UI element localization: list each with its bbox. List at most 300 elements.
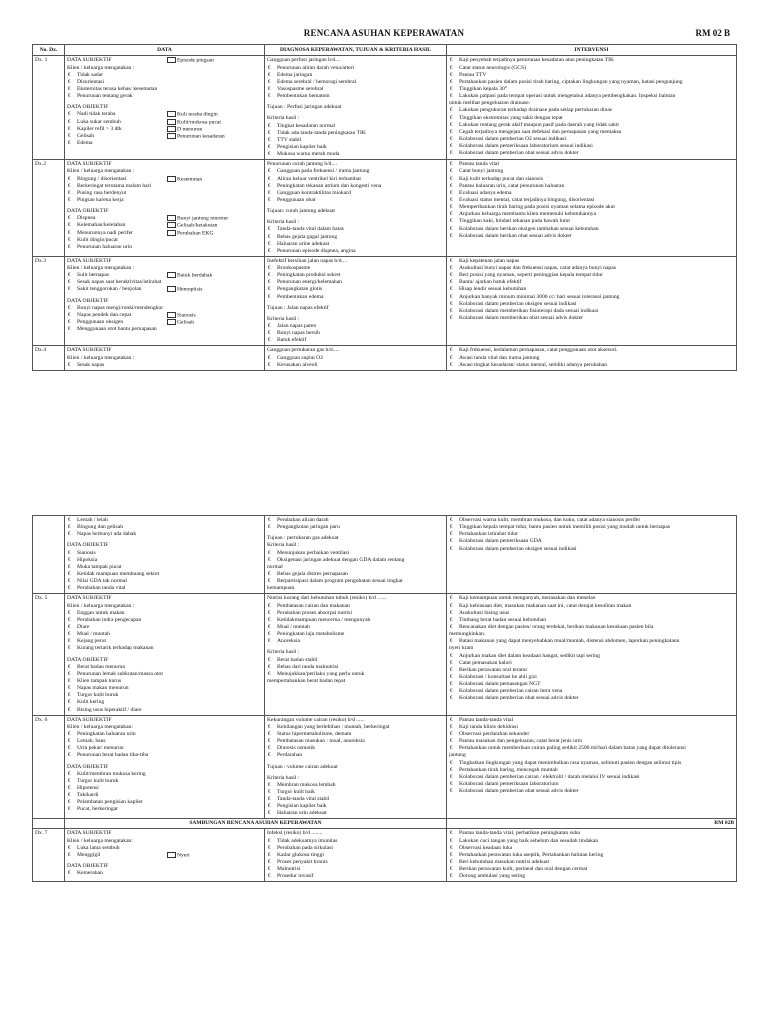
cell-text: Auskultasi bising usus <box>459 609 510 616</box>
checkbox-icon <box>167 319 176 325</box>
cell-text: Evaluasi adanya edema <box>459 189 512 196</box>
cell-text: Bising usus hiperaktif / diare <box>77 706 142 713</box>
checkbox-label: Nyeri <box>177 852 190 859</box>
cell-line <box>67 531 262 538</box>
cell-text: Berat badan stabil <box>277 656 318 663</box>
cell-text: Napas makan menurun <box>77 685 129 692</box>
table-row <box>33 829 737 882</box>
cell-line <box>267 337 444 344</box>
checkbox-icon <box>167 57 176 63</box>
cell-text: Sakit tenggorokan / benjolan <box>77 286 142 293</box>
cell-text: Menggigil <box>77 851 101 858</box>
cell-text: Pertahankan pasien dalam posisi tirah baring, ciptakan lingkungan yang nyaman, batasi pengunjung <box>459 78 683 85</box>
column-header-intervensi: INTERVENSI <box>447 45 737 56</box>
cell-line <box>267 724 444 731</box>
cell-line <box>267 208 444 215</box>
cell-text: DATA OBJEKTIF <box>67 656 109 663</box>
cell-line <box>449 197 734 204</box>
dx-number: Dx. 5 <box>33 594 65 715</box>
cell-text: Kriteria hasil : <box>267 219 300 226</box>
cell-text: Berkeringat terutama malam hari <box>77 182 152 189</box>
table-row <box>33 256 737 346</box>
dx-number <box>33 516 65 594</box>
cell-text: Pantau tanda-tanda vital, perhatikan peningkatan suhu <box>459 830 581 837</box>
cell-text: Kulit dingin/pucat <box>77 236 118 243</box>
cell-text: Tinggikan kepala 30° <box>459 85 508 92</box>
cell-line <box>449 688 734 695</box>
cell-line <box>267 248 444 255</box>
cell-text: Klien / keluarga mengatakan : <box>67 64 135 71</box>
dx-number: Dx. 7 <box>33 829 65 882</box>
cell-line <box>67 764 262 771</box>
cell-text: Tujuan : Jalan napas efektif <box>267 304 329 311</box>
cell-text: Dorong ambulasi yang sering <box>459 873 526 880</box>
cell-line <box>267 279 444 286</box>
cell-text: Klien / keluarga mengatakan: <box>67 723 133 730</box>
cell-line <box>267 638 444 645</box>
cell-text: Sianosis <box>77 549 96 556</box>
checkbox-item <box>167 133 225 140</box>
checkbox-label: Kesemutan <box>177 175 203 182</box>
cell-line <box>267 316 444 323</box>
cell-text: Kriteria hasil : <box>267 115 300 122</box>
cell-text: Penurunan lemak subkutan/massa otot <box>77 670 163 677</box>
cell-text: Kolaborasi dalam pemberian cairan lntra vena <box>459 688 563 695</box>
cell-text: Kaji kebiasaan diet, masukan makanan saat ini, catat derajat kesulitan makan <box>459 602 632 609</box>
cell-text: Tujuan: curah jantung adekuat <box>267 208 335 215</box>
cell-line <box>67 215 262 222</box>
cell-text: Penurunan haluaran urin <box>77 243 132 250</box>
table-row <box>33 516 737 594</box>
cell-text: Gelisah <box>77 132 95 139</box>
cell-line <box>67 585 262 592</box>
cell-line <box>267 241 444 248</box>
cell-line <box>67 279 262 286</box>
cell-text: Kolaborasi dalam pemeriksaan laboratorium sesuai indikasi <box>459 143 593 150</box>
cell-text: Napas pendek dan cepat <box>77 311 132 318</box>
cell-line <box>67 161 262 168</box>
cell-line <box>449 233 734 240</box>
intervention-cell <box>447 160 737 257</box>
data-cell <box>65 346 265 370</box>
cell-text: Klien / keluarga mengatakan: <box>67 837 133 844</box>
cell-line <box>449 100 734 107</box>
cell-text: Kolaborasi dalam memberikan obat sesuai advis dokter <box>459 315 583 322</box>
cell-line <box>449 645 734 652</box>
cell-text: Kriteria hasil : <box>267 315 300 322</box>
cell-line <box>267 803 444 810</box>
cell-text: Napas berbunyi ada dahak <box>77 531 137 538</box>
cell-text: Klien / keluarga mengatakan : <box>67 602 135 609</box>
cell-line <box>267 717 444 724</box>
cell-text: Tidak ada tanda-tanda peningkatan TIK <box>277 129 366 136</box>
cell-line <box>449 294 734 301</box>
cell-text: memungkinkan. <box>449 631 486 638</box>
cell-text: Pembatasan cairan dan makanan <box>277 602 350 609</box>
intervention-cell <box>447 829 737 882</box>
cell-line <box>449 136 734 143</box>
cell-text: Aliran keluar ventrikel kiri terhambat <box>277 175 361 182</box>
cell-text: Penurunan energi/kelemahan <box>277 279 342 286</box>
cell-text: Awasi tanda vital dan irama jantung <box>459 354 540 361</box>
cell-line <box>449 57 734 64</box>
cell-text: DATA SUBJEKTIF <box>67 347 112 354</box>
cell-line <box>267 550 444 557</box>
cell-text: Tidak adekuatnya imunitas <box>277 837 338 844</box>
cell-line <box>267 664 444 671</box>
cell-text: Memperthankan tirah baring pada posisi nyaman selama episode akut <box>459 204 615 211</box>
cell-text: Penggunaan oksigen <box>77 319 124 326</box>
cell-line <box>267 752 444 759</box>
cell-line <box>267 286 444 293</box>
data-cell <box>65 594 265 715</box>
intervention-cell <box>447 594 737 715</box>
checkbox-label: D menurun <box>177 125 203 132</box>
cell-text: Nutrisi kurang dari kebutuhan tubuh (resiko) b/d ....... <box>267 595 387 602</box>
checkbox-item <box>167 215 228 222</box>
cell-text: kemampuan <box>267 585 295 592</box>
cell-line <box>267 190 444 197</box>
table-row <box>33 715 737 819</box>
cell-text: Catat bunyi jantung <box>459 168 504 175</box>
cell-line <box>449 667 734 674</box>
cell-line <box>67 852 262 859</box>
cell-line <box>449 866 734 873</box>
cell-line <box>67 557 262 564</box>
cell-text: Tinggikan ekstremitas yang sakit dengan tepat <box>459 114 563 121</box>
cell-line <box>449 218 734 225</box>
cell-text: Nilai GDA tak normal <box>77 578 127 585</box>
column-header-diagnosa: DIAGNOSA KEPERAWATAN, TUJUAN & KRITERIA HASIL <box>265 45 447 56</box>
care-plan-table-continued <box>32 515 737 882</box>
cell-line <box>67 685 262 692</box>
cell-line <box>67 830 262 837</box>
diagnosis-cell <box>265 715 447 819</box>
cell-text: Pantau tanda-tanda vital <box>459 716 514 723</box>
cell-line <box>267 866 444 873</box>
cell-text: Urin pekat/ menurun <box>77 745 124 752</box>
cell-text: Infeksi (resiko) b/d ........ <box>267 830 323 837</box>
cell-text: Pantau tanda vital <box>459 161 500 168</box>
cell-line <box>67 93 262 100</box>
cell-text: Kolaborasi dalam pemberian O2 sesuai indikasi <box>459 135 567 142</box>
cell-line <box>449 546 734 553</box>
cell-text: Turgor kulit baik <box>277 788 315 795</box>
cell-line <box>67 517 262 524</box>
checkbox-item <box>167 312 196 319</box>
cell-text: Kriteria hasil : <box>267 542 300 549</box>
cell-line <box>267 258 444 265</box>
cell-text: Ketidakmampuan mencerna / mengunyah <box>277 616 371 623</box>
cell-line <box>67 838 262 845</box>
cell-line <box>267 564 444 571</box>
checkbox-icon <box>167 119 176 125</box>
cell-line <box>67 272 262 279</box>
cell-line <box>67 176 262 183</box>
cell-line <box>449 595 734 602</box>
cell-line <box>67 542 262 549</box>
cell-line <box>449 301 734 308</box>
cell-line <box>67 571 262 578</box>
data-cell <box>65 715 265 819</box>
cell-line <box>267 657 444 664</box>
cell-text: Pertahankan perawatan luka aseptik, Pertahankan balutan kering <box>459 851 604 858</box>
cell-line <box>449 717 734 724</box>
cell-line <box>449 724 734 731</box>
cell-text: Hipotensi <box>77 784 99 791</box>
cell-text: Kaji kemampuan untuk mengunyah, merasakan dan menelan <box>459 595 596 602</box>
cell-line <box>267 738 444 745</box>
cell-text: DATA SUBJEKTIF <box>67 830 112 837</box>
cell-text: Evaluasi status mental, catat terjadinya bingung, disorientasi <box>459 196 595 203</box>
cell-text: Lemah / lelah <box>77 517 108 523</box>
cell-line <box>449 347 734 354</box>
cell-text: Pantau haluaran urin, catat penurunan haluaran <box>459 182 565 189</box>
cell-text: Lakukan rentang gerak aktif maupun pasif pada daerah yang tidak sakit <box>459 121 619 128</box>
checkbox-item <box>167 319 194 326</box>
cell-line <box>267 542 444 549</box>
cell-line <box>67 362 262 369</box>
cell-text: Proses penyakit kronis <box>277 859 328 866</box>
cell-text: mempertahankan berat badan tepat <box>267 677 346 684</box>
cell-line <box>267 123 444 130</box>
cell-text: Kaji kulit terhadap pucat dan sianosis <box>459 175 544 182</box>
table-row <box>33 160 737 257</box>
cell-text: Berikan perawatan kulit, perineal dan oral dengan cermat <box>459 866 588 873</box>
cell-line <box>449 524 734 531</box>
cell-text: Bingung dan gelisah <box>77 524 123 531</box>
cell-text: jantung <box>449 752 466 759</box>
cell-text: Malnutrisi <box>277 866 301 873</box>
cell-line <box>449 279 734 286</box>
cell-text: Kolaborasi dalam memberikan fisioterapi dada sesuai indikasi <box>459 307 599 314</box>
cell-text: Kerusakan alveoli <box>277 361 318 368</box>
cell-text: Mual / muntah <box>277 623 310 630</box>
cell-line <box>449 86 734 93</box>
cell-line <box>67 57 262 64</box>
cell-text: Lakukan palpasi pada tempat operasi untuk mengetahui adanya pembengkakan. Inspeksi balutan <box>459 93 676 100</box>
cell-line <box>67 319 262 326</box>
cell-line <box>67 631 262 638</box>
cell-text: Catat status neurologis (GCS) <box>459 64 526 71</box>
cell-line <box>67 771 262 778</box>
cell-line <box>67 678 262 685</box>
cell-line <box>67 355 262 362</box>
cell-text: Edema <box>77 139 93 146</box>
cell-text: Mukosa warna merah muda <box>277 151 340 158</box>
cell-line <box>267 524 444 531</box>
cell-line <box>67 699 262 706</box>
cell-text: DATA OBJEKTIF <box>67 763 109 770</box>
cell-text: Pantau TTV <box>459 71 487 78</box>
cell-line <box>67 792 262 799</box>
cell-line <box>449 143 734 150</box>
cell-text: Edema jaringan <box>277 71 313 78</box>
continuation-header-row <box>33 819 737 829</box>
cell-text: Kolaborasi dalam berikan oksigen tambahan sesuai kebutuhan <box>459 225 599 232</box>
cell-text: Kolaborasi dalam pemeriksaan laboratorium <box>459 780 559 787</box>
cell-line <box>267 151 444 158</box>
checkbox-icon <box>167 312 176 318</box>
cell-line <box>267 745 444 752</box>
checkbox-icon <box>167 222 176 228</box>
cell-text: Tinggikan kaki, hindari tekanan pada bawah lutut <box>459 218 570 225</box>
cell-line <box>67 347 262 354</box>
data-cell <box>65 56 265 160</box>
cell-line <box>449 211 734 218</box>
cell-line <box>67 126 262 133</box>
cell-text: Bantu/ ajarkan batuk efektif <box>459 279 522 286</box>
cell-line <box>67 863 262 870</box>
cell-line <box>449 168 734 175</box>
cell-line <box>267 731 444 738</box>
cell-line <box>67 104 262 111</box>
cell-text: Beri kebutuhan masukan nutrisi adekuat <box>459 859 550 866</box>
cell-line <box>67 111 262 118</box>
cell-line <box>67 870 262 877</box>
cell-text: Oksigenasi jaringan adekuat dengan GDA dalam rentang <box>277 556 405 563</box>
cell-line <box>267 764 444 771</box>
cell-line <box>449 226 734 233</box>
cell-text: Tingkatkan lingkungan yang dapat menimbulkan rasa nyaman, selimuti pasien dengan selimut tipis <box>459 759 682 766</box>
checkbox-item <box>167 230 214 237</box>
cell-line <box>267 72 444 79</box>
cell-text: Nadi tidak teraba <box>77 111 116 118</box>
cell-text: Kaji tanda klinis dehidrasi <box>459 723 518 730</box>
sheet-page-1 <box>0 0 768 470</box>
cell-text: Pembentukan hematom <box>277 93 330 100</box>
cell-text: Pembentukan edema <box>277 293 324 300</box>
cell-line <box>67 624 262 631</box>
cell-text: Penurunan tentang gerak <box>77 93 133 100</box>
cell-line <box>67 140 262 147</box>
cell-text: Turgor kulit buruk <box>77 692 119 699</box>
cell-text: Bronkospasme <box>277 265 311 272</box>
cell-line <box>67 617 262 624</box>
cell-line <box>267 796 444 803</box>
cell-text: Peningkatan tekanan atrium dan kongesti vena <box>277 182 382 189</box>
cell-line <box>67 799 262 806</box>
cell-text: Klien / keluarga mengatakan : <box>67 168 135 175</box>
cell-text: Peningkatan produksi sekret <box>277 272 341 279</box>
cell-line <box>67 119 262 126</box>
cell-text: Pucat, berkeringat <box>77 806 118 813</box>
checkbox-item <box>167 111 218 118</box>
checkbox-item <box>167 126 202 133</box>
cell-line <box>449 631 734 638</box>
cell-text: Kaji frekuensi, kedalaman pernapasan, catat penggunaan otot aksesori. <box>459 347 618 354</box>
cell-text: Penurunan episode dispnea, angina <box>277 247 356 254</box>
cell-text: Kapiler refil > 3 dtk <box>77 125 122 132</box>
cell-text: Diuresis osmotik <box>277 745 316 752</box>
cell-line <box>267 305 444 312</box>
cell-text: Bunyi napas mengi/ronki/mendengkur <box>77 304 164 311</box>
cell-line <box>449 265 734 272</box>
cell-line <box>267 234 444 241</box>
cell-line <box>267 176 444 183</box>
cell-text: Batasi makanan yang dapat menyebabkan mual/muntah, distensi abdomen, laporkan peningkatann <box>459 638 680 645</box>
cell-line <box>449 362 734 369</box>
cell-line <box>67 298 262 305</box>
cell-text: Perubahan proses absorpsi nutrisi <box>277 609 353 616</box>
cell-line <box>267 79 444 86</box>
cell-text: Bebas dari tanda malnutrisi <box>277 663 339 670</box>
cell-line <box>67 168 262 175</box>
continuation-form-code: RM 02B <box>447 819 737 829</box>
cell-line <box>267 585 444 592</box>
cell-line <box>449 653 734 660</box>
cell-line <box>67 312 262 319</box>
checkbox-item <box>167 119 221 126</box>
cell-line <box>449 660 734 667</box>
cell-line <box>449 538 734 545</box>
cell-text: Enggan untuk makan <box>77 609 125 616</box>
checkbox-item <box>167 272 212 279</box>
cell-line <box>267 362 444 369</box>
cell-line <box>449 767 734 774</box>
cell-line <box>267 104 444 111</box>
cell-text: Perubahan indra pengecapan <box>77 616 142 623</box>
cell-line <box>449 781 734 788</box>
checkbox-label: Perubahan EKG <box>177 229 214 236</box>
cell-line <box>449 204 734 211</box>
data-cell <box>65 160 265 257</box>
cell-text: Kelemahan/kelelahan <box>77 222 126 229</box>
cell-line <box>449 603 734 610</box>
cell-line <box>449 258 734 265</box>
column-header-no-dx: No. Dx. <box>33 45 65 56</box>
cell-line <box>267 219 444 226</box>
cell-line <box>267 578 444 585</box>
cell-text: Perubahan pada sirkulasi <box>277 844 333 851</box>
checkbox-item <box>167 222 217 229</box>
cell-line <box>449 617 734 624</box>
cell-line <box>449 745 734 752</box>
cell-line <box>267 830 444 837</box>
cell-text: Menggunaan otot bantu pernapasan <box>77 326 157 333</box>
cell-text: Eksternitas terasa kebas/ kesemutan <box>77 85 158 92</box>
intervention-cell <box>447 346 737 370</box>
cell-text: Bunyi napas bersih <box>277 330 320 337</box>
cell-line <box>267 294 444 301</box>
cell-line <box>267 265 444 272</box>
cell-line <box>67 183 262 190</box>
cell-line <box>267 571 444 578</box>
cell-line <box>267 603 444 610</box>
cell-text: Luka lama sembuh <box>77 844 120 851</box>
cell-text: Kemerahan <box>77 870 103 877</box>
cell-text: Pertahankan tirah baring, mencegah muntah <box>459 766 558 773</box>
cell-text: Kaji penyebab terjadinya penurunan kesadaran atau peningkatan TIK <box>459 57 615 64</box>
column-header-data: DATA <box>65 45 265 56</box>
cell-text: Tanda-tanda vital stabil <box>277 796 330 803</box>
cell-line <box>267 617 444 624</box>
checkbox-label: Episode pingsan <box>177 57 214 64</box>
cell-line <box>267 93 444 100</box>
dx-number: Dx. 1 <box>33 56 65 160</box>
cell-line <box>449 624 734 631</box>
document-title: RENCANA ASUHAN KEPERAWATAN <box>303 28 465 38</box>
checkbox-icon <box>167 111 176 117</box>
cell-text: Menujukkan/perilaku yang perlu untuk <box>277 670 365 677</box>
cell-line <box>449 183 734 190</box>
cell-text: Observasi warna kulit, membran mukosa, dan kuku, catat adanya sianosis perifer <box>459 517 641 523</box>
cell-line <box>67 645 262 652</box>
cell-line <box>267 183 444 190</box>
cell-line <box>67 197 262 204</box>
cell-line <box>67 326 262 333</box>
checkbox-label: Bunyi jantung murmur <box>177 215 229 222</box>
